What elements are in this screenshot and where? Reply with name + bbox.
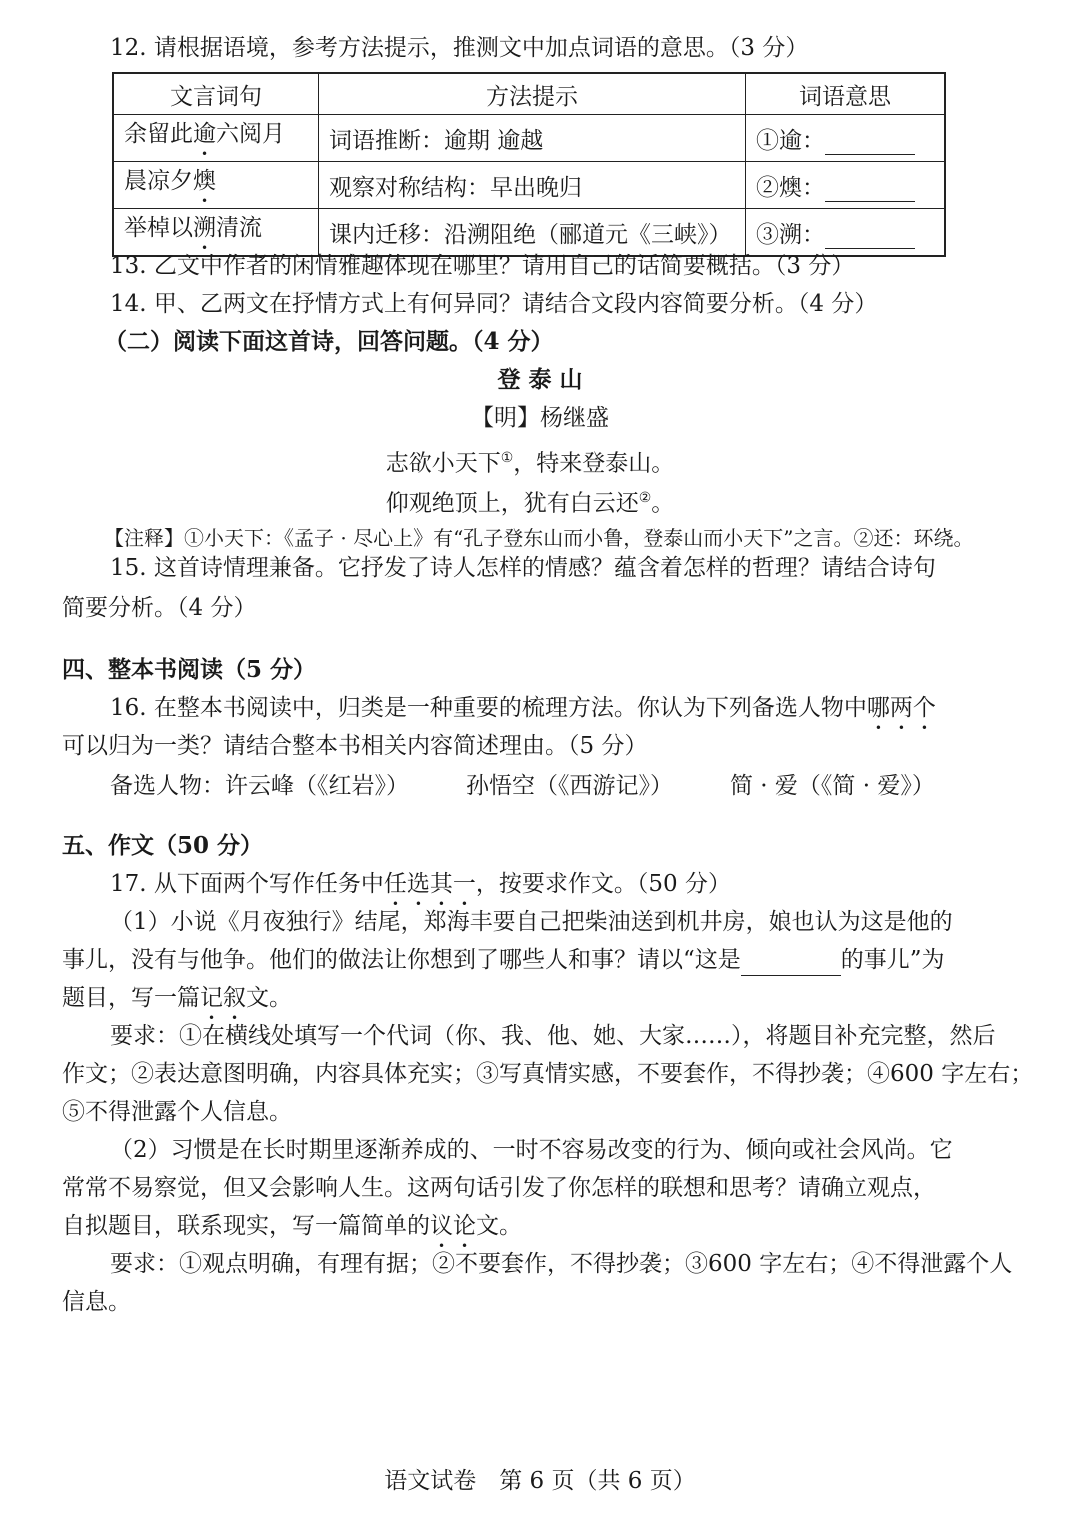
vocab-table: [112, 72, 946, 257]
section-2-heading: （二）阅读下面这首诗，回答问题。（4 分）: [104, 328, 554, 355]
answer-blank[interactable]: [825, 132, 915, 155]
task-2-line-1: （2）习惯是在长时期里逐渐养成的、一时不容易改变的行为、倾向或社会风尚。它: [110, 1137, 953, 1163]
poem-line-2: 仰观绝顶上，犹有白云还②。: [385, 490, 675, 517]
candidate-2: 孙悟空（《西游记》）: [466, 773, 673, 799]
section-5-heading: 五、作文（50 分）: [62, 832, 264, 859]
question-13: 13. 乙文中作者的闲情雅趣体现在哪里？请用自己的话简要概括。（3 分）: [110, 253, 855, 279]
task-1-line-1: （1）小说《月夜独行》结尾，郑海丰要自己把柴油送到机井房，娘也认为这是他的: [110, 909, 953, 935]
task-2-line-3: 自拟题目，联系现实，写一篇简单的议论文。: [62, 1213, 522, 1239]
task-1-line-3: 题目，写一篇记叙文。: [62, 985, 292, 1011]
note-mark-2: ②: [638, 490, 652, 506]
table-cell-phrase: 余留此逾六阅月: [113, 115, 319, 162]
table-cell-hint: 观察对称结构：早出晚归: [319, 162, 746, 209]
task-1-line-2: 事儿，没有与他争。他们的做法让你想到了哪些人和事？请以“这是 的事儿”为: [62, 944, 945, 976]
poem-annotation: 【注释】①小天下：《孟子 · 尽心上》有“孔子登东山而小鲁，登泰山而小天下”之言。②还：环绕。: [104, 526, 974, 550]
requirement-2-line-1: 要求：①观点明确，有理有据；②不要套作，不得抄袭；③600 字左右；④不得泄露个人: [110, 1251, 1013, 1277]
table-header-phrase: 文言词句: [113, 73, 319, 115]
table-header-hint: 方法提示: [319, 73, 746, 115]
question-15-line-2: 简要分析。（4 分）: [62, 595, 257, 621]
table-row: [113, 162, 945, 209]
question-16-line-2: 可以归为一类？请结合整本书相关内容简述理由。（5 分）: [62, 733, 648, 759]
task-2-line-2: 常常不易察觉，但又会影响人生。这两句话引发了你怎样的联想和思考？请确立观点，: [62, 1175, 936, 1201]
table-cell-answer: ①逾：: [746, 115, 946, 162]
candidate-1: 备选人物：许云峰（《红岩》）: [110, 773, 409, 799]
section-4-heading: 四、整本书阅读（5 分）: [62, 656, 317, 683]
question-17-stem: 17. 从下面两个写作任务中任选其一，按要求作文。（50 分）: [110, 871, 731, 897]
page-footer: 语文试卷 第 6 页（共 6 页）: [384, 1468, 696, 1494]
question-15-line-1: 15. 这首诗情理兼备。它抒发了诗人怎样的情感？蕴含着怎样的哲理？请结合诗句: [110, 555, 936, 581]
table-cell-hint: 课内迁移：沿溯阻绝（郦道元《三峡》）: [319, 209, 746, 257]
question-12-stem: 12. 请根据语境，参考方法提示，推测文中加点词语的意思。（3 分）: [110, 35, 809, 61]
table-header-row: [113, 73, 945, 115]
table-cell-hint: 词语推断：逾期 逾越: [319, 115, 746, 162]
requirement-1-line-2: 作文；②表达意图明确，内容具体充实；③写真情实感，不要套作，不得抄袭；④600 字左右；: [62, 1061, 1034, 1087]
requirement-1-line-3: ⑤不得泄露个人信息。: [62, 1099, 292, 1125]
question-14: 14. 甲、乙两文在抒情方式上有何异同？请结合文段内容简要分析。（4 分）: [110, 291, 878, 317]
requirement-1-line-1: 要求：①在横线处填写一个代词（你、我、他、她、大家……），将题目补充完整，然后: [110, 1023, 996, 1049]
table-cell-answer: ③溯：: [746, 209, 946, 257]
answer-blank[interactable]: [825, 226, 915, 249]
table-header-meaning: 词语意思: [746, 73, 946, 115]
requirement-2-line-2: 信息。: [62, 1289, 131, 1315]
poem-title: 登 泰 山: [497, 366, 583, 393]
table-row: [113, 209, 945, 257]
candidate-3: 简 · 爱（《简 · 爱》）: [730, 773, 935, 799]
table-row: [113, 115, 945, 162]
poem-author: 【明】杨继盛: [471, 405, 609, 431]
answer-blank[interactable]: [825, 179, 915, 202]
table-cell-answer: ②燠：: [746, 162, 946, 209]
question-16-line-1: 16. 在整本书阅读中，归类是一种重要的梳理方法。你认为下列备选人物中哪两个: [110, 695, 936, 721]
title-blank[interactable]: [741, 953, 841, 976]
note-mark-1: ①: [500, 450, 514, 466]
table-cell-phrase: 晨凉夕燠: [113, 162, 319, 209]
poem-line-1: 志欲小天下①，特来登泰山。: [385, 450, 675, 477]
table-cell-phrase: 举棹以溯清流: [113, 209, 319, 257]
